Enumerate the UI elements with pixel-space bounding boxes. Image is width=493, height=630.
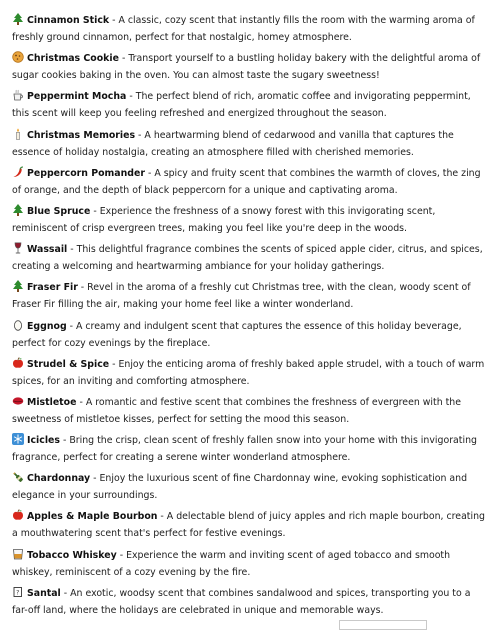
- scent-description: This delightful fragrance combines the scents of spiced apple cider, citrus, and spices, creating a welcoming and heartwarming ambiance for your holiday gatherings.: [12, 244, 483, 273]
- scent-separator: -: [77, 282, 88, 294]
- missing-glyph-icon: [12, 586, 25, 598]
- chili-pepper-icon: [12, 166, 25, 178]
- scent-separator: -: [90, 205, 100, 217]
- scent-name: Blue Spruce: [27, 205, 91, 217]
- list-item: [0, 543, 493, 581]
- list-item: [0, 352, 493, 390]
- scent-description: Enjoy the luxurious scent of fine Chardonnay wine, evoking sophistication and elegance in your surroundings.: [12, 473, 468, 502]
- scent-separator: -: [118, 53, 129, 65]
- list-item: [0, 504, 493, 542]
- scent-separator: -: [109, 358, 119, 370]
- scent-name: Christmas Memories: [27, 129, 136, 141]
- scent-description: Revel in the aroma of a freshly cut Christmas tree, with the clean, woody scent of Fraser Fir filling the air, making your home feel like a winter wonderland.: [12, 282, 471, 311]
- list-item: [0, 428, 493, 466]
- scent-description: A classic, cozy scent that instantly fills the room with the warming aroma of freshly ground cinnamon, perfect for that nostalgic, homey atmosphere.: [12, 15, 475, 43]
- list-item: [0, 275, 493, 313]
- scent-name: Chardonnay: [27, 473, 91, 485]
- apple-icon: [12, 357, 25, 369]
- scent-description: Experience the freshness of a snowy forest with this invigorating scent, reminiscent of crisp evergreen trees, making you feel like you're deep in the woods.: [12, 205, 436, 234]
- list-item: [0, 46, 493, 84]
- scent-separator: -: [135, 129, 145, 141]
- partial-box: [339, 620, 427, 630]
- scent-description: A heartwarming blend of cedarwood and vanilla that captures the essence of holiday nostalgia, creating an atmosphere filled with cherished memories.: [12, 129, 454, 158]
- scent-name: Santal: [27, 587, 61, 599]
- list-item: [0, 390, 493, 428]
- scent-list: [0, 8, 493, 619]
- scent-description: The perfect blend of rich, aromatic coffee and invigorating peppermint, this scent will keep you feeling refreshed and energized throughout the season.: [12, 91, 471, 120]
- scent-name: Strudel & Spice: [27, 358, 110, 370]
- scent-description: Transport yourself to a bustling holiday bakery with the delightful aroma of sugar cookies baking in the oven. You can almost taste the sugary sweetness!: [12, 53, 481, 82]
- scent-description: A romantic and festive scent that combines the freshness of evergreen with the sweetness of mistletoe kisses, perfect for setting the mood this season.: [12, 396, 462, 425]
- scent-description: Enjoy the enticing aroma of freshly baked apple strudel, with a touch of warm spices, for an inviting and comforting atmosphere.: [12, 358, 485, 387]
- list-item: [0, 314, 493, 352]
- cookie-icon: [12, 51, 25, 63]
- tree-icon: [12, 13, 25, 25]
- scent-name: Icicles: [27, 435, 60, 447]
- scent-name: Mistletoe: [27, 396, 77, 408]
- scent-name: Cinnamon Stick: [27, 15, 110, 26]
- svg-text:?: ?: [16, 589, 20, 597]
- scent-separator: -: [126, 91, 136, 103]
- snowflake-icon: [12, 433, 25, 445]
- scent-separator: -: [76, 396, 86, 408]
- scent-description: A spicy and fruity scent that combines the warmth of cloves, the zing of orange, and the depth of black peppercorn for a unique and captivating aroma.: [12, 167, 481, 196]
- tree-icon: [12, 204, 25, 216]
- scent-name: Fraser Fir: [27, 282, 78, 294]
- wine-bottle-icon: [12, 471, 25, 483]
- scent-separator: -: [66, 320, 76, 332]
- scent-description: A creamy and indulgent scent that captures the essence of this holiday beverage, perfect for cozy evenings by the fireplace.: [12, 320, 462, 349]
- scent-separator: -: [59, 435, 70, 447]
- scent-name: Peppermint Mocha: [27, 91, 127, 103]
- tree-icon: [12, 280, 25, 292]
- apple-icon: [12, 509, 25, 521]
- candle-icon: [12, 128, 25, 140]
- scent-name: Peppercorn Pomander: [27, 167, 145, 179]
- list-item: [0, 161, 493, 199]
- scent-separator: -: [67, 244, 77, 256]
- scent-description: Bring the crisp, clean scent of freshly fallen snow into your home with this invigorating fragrance, perfect for creating a serene winter wonderland atmosphere.: [12, 435, 477, 464]
- list-item: [0, 84, 493, 122]
- egg-icon: [12, 319, 25, 331]
- scent-description: A delectable blend of juicy apples and rich maple bourbon, creating a mouthwatering scent that's perfect for festive evenings.: [12, 511, 485, 540]
- hot-beverage-icon: [12, 89, 25, 101]
- lips-icon: [12, 395, 25, 407]
- scent-separator: -: [157, 511, 167, 523]
- scent-description: An exotic, woodsy scent that combines sandalwood and spices, transporting you to a far-off land, where the holidays are celebrated in unique and memorable ways.: [12, 587, 471, 616]
- scent-name: Tobacco Whiskey: [27, 549, 117, 561]
- scent-name: Wassail: [27, 244, 68, 256]
- scent-name: Christmas Cookie: [27, 53, 119, 65]
- list-item: [0, 199, 493, 237]
- list-item: [0, 466, 493, 504]
- scent-separator: -: [144, 167, 155, 179]
- list-item: [0, 237, 493, 275]
- scent-separator: -: [109, 15, 119, 26]
- tumbler-glass-icon: [12, 548, 25, 560]
- scent-description: Experience the warm and inviting scent of aged tobacco and smooth whiskey, reminiscent of a cozy evening by the fire.: [12, 549, 451, 578]
- scent-separator: -: [90, 473, 100, 485]
- scent-name: Eggnog: [27, 320, 67, 332]
- scent-name: Apples & Maple Bourbon: [27, 511, 158, 523]
- wine-glass-icon: [12, 242, 25, 254]
- list-item: [0, 8, 493, 46]
- scent-separator: -: [60, 587, 71, 599]
- list-item: [0, 581, 493, 619]
- scent-separator: -: [116, 549, 127, 561]
- list-item: [0, 123, 493, 161]
